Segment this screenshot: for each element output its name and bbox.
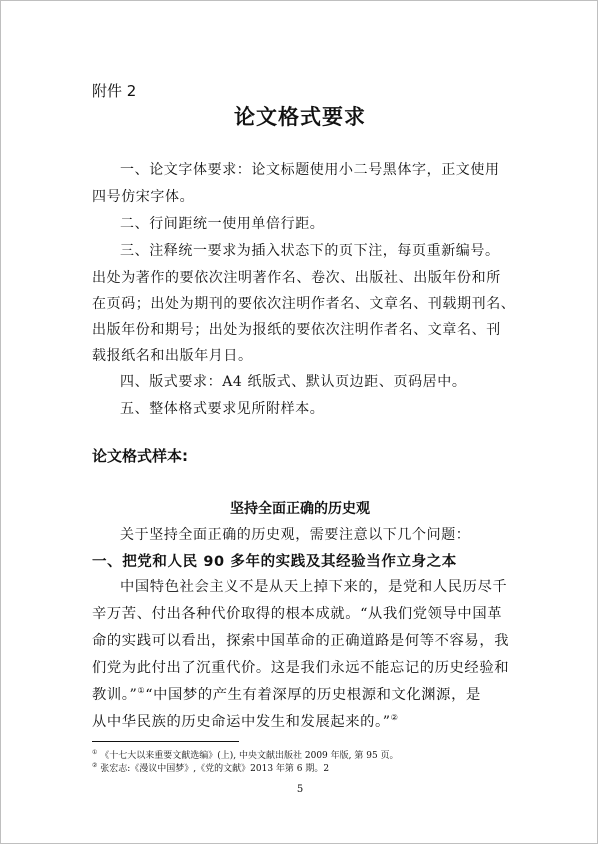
footnote: [92, 761, 329, 774]
requirement-line: 四、版式要求：A4 纸版式、默认页边距、页码居中。: [120, 374, 467, 390]
requirement-line: 一、论文字体要求：论文标题使用小二号黑体字，正文使用: [120, 162, 500, 178]
attachment-label: 附件 2: [92, 82, 137, 100]
page-number: 5: [296, 784, 304, 795]
footnote-text: 张宏志:《漫议中国梦》,《党的文献》2013 年第 6 期。2: [100, 764, 330, 774]
requirement-line: 出版年份和期号；出处为报纸的要依次注明作者名、文章名、刊: [92, 322, 501, 338]
sample-body-line: 中国特色社会主义不是从天上掉下来的，是党和人民历尽千: [120, 579, 508, 595]
requirement-line: 出处为著作的要依次注明著作名、卷次、出版社、出版年份和所: [92, 270, 501, 286]
requirement-line: 四号仿宋字体。: [92, 189, 195, 205]
sample-body-line: 辛万苦、付出各种代价取得的根本成就。“从我们党领导中国革: [92, 606, 503, 622]
sample-heading: 论文格式样本:: [92, 447, 188, 465]
requirement-line: 二、行间距统一使用单倍行距。: [120, 216, 325, 232]
sample-title: 坚持全面正确的历史观: [230, 501, 370, 517]
footnote-ref: ①: [137, 686, 146, 696]
body-text-segment: “中国梦的产生有着深厚的历史根源和文化渊源，是: [145, 687, 481, 703]
sample-section-heading: 一、把党和人民 90 多年的实践及其经验当作立身之本: [92, 554, 457, 570]
requirement-line: 五、整体格式要求见所附样本。: [120, 401, 325, 417]
sample-body-line: [92, 684, 481, 704]
sample-body-line: 命的实践可以看出，探索中国革命的正确道路是何等不容易，我: [92, 633, 510, 649]
sample-intro: 关于坚持全面正确的历史观，需要注意以下几个问题：: [120, 527, 471, 543]
sample-body-line: 们党为此付出了沉重代价。这是我们永远不能忘记的历史经验和: [92, 660, 510, 676]
footnote: [92, 748, 399, 761]
sample-body-line: [92, 711, 398, 731]
requirement-line: 在页码；出处为期刊的要依次注明作者名、文章名、刊载期刊名、: [92, 296, 516, 312]
body-text-segment: 从中华民族的历史命运中发生和发展起来的。”: [92, 714, 391, 730]
page-title: 论文格式要求: [234, 105, 366, 129]
footnote-ref: ②: [390, 713, 399, 723]
body-text-segment: 教训。”: [92, 687, 138, 703]
footnote-mark: ②: [92, 762, 98, 769]
requirement-line: 载报纸名和出版年月日。: [92, 348, 253, 364]
footnote-separator: [92, 741, 239, 742]
footnote-mark: ①: [92, 749, 98, 756]
footnote-text: 《十七大以来重要文献选编》(上), 中央文献出版社 2009 年版, 第 95 页。: [100, 751, 399, 761]
requirement-line: 三、注释统一要求为插入状态下的页下注，每页重新编号。: [120, 243, 500, 259]
